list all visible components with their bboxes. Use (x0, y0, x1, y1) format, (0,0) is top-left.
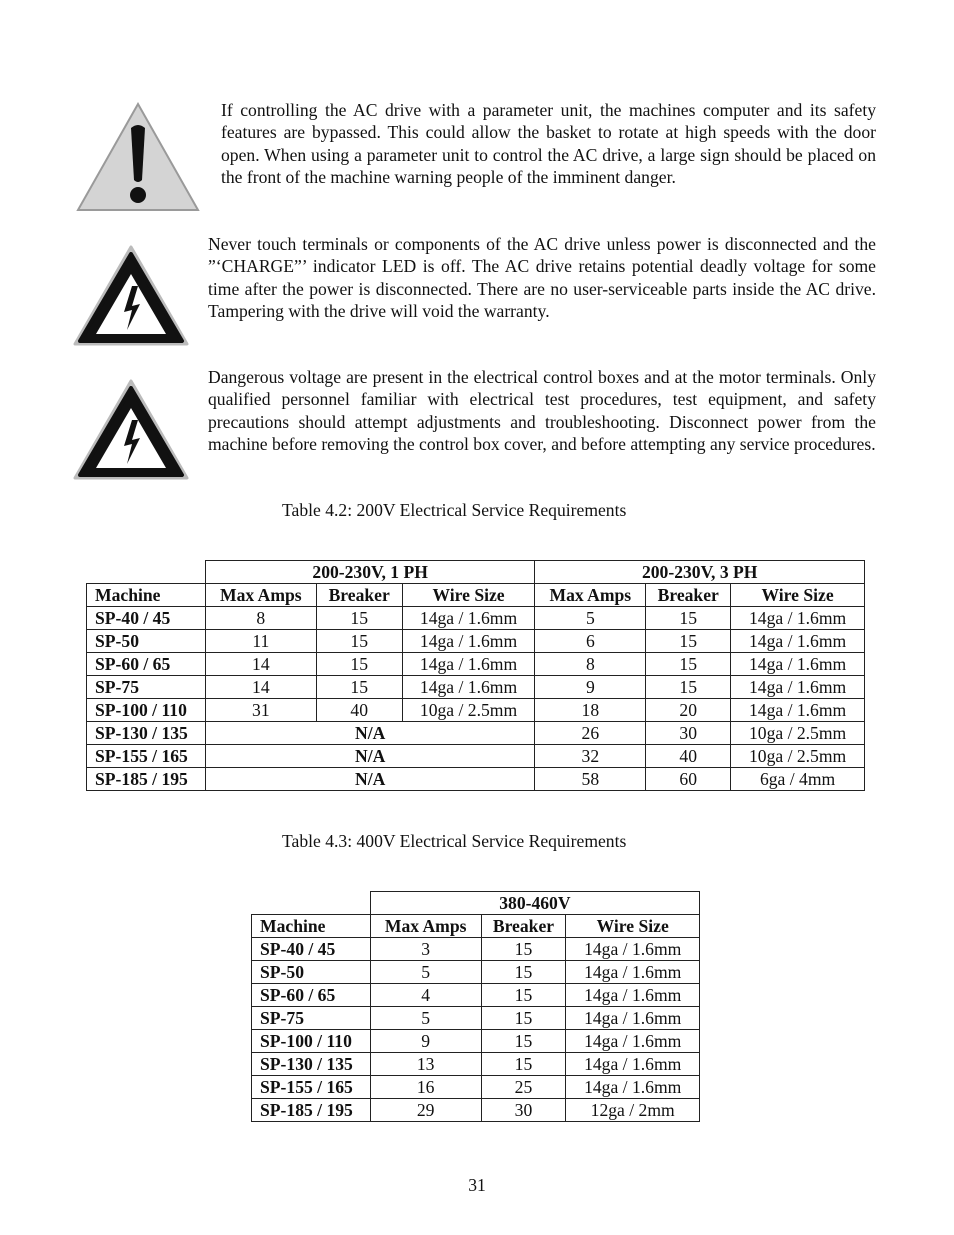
table-row (252, 1030, 700, 1053)
table-cell: 14ga / 1.6mm (566, 1030, 700, 1053)
table-row (87, 653, 865, 676)
table-cell: 15 (481, 1030, 566, 1053)
machine-cell: SP-50 (87, 630, 206, 653)
table-cell: 14 (205, 653, 316, 676)
table-row (252, 938, 700, 961)
column-header: Wire Size (731, 584, 865, 607)
column-header: Max Amps (205, 584, 316, 607)
table-row (252, 1007, 700, 1030)
group-header-3ph: 200-230V, 3 PH (535, 561, 865, 584)
table-cell: 14ga / 1.6mm (731, 676, 865, 699)
table-row (252, 1099, 700, 1122)
na-cell: N/A (205, 722, 535, 745)
table-cell: 10ga / 2.5mm (731, 745, 865, 768)
table-row (252, 961, 700, 984)
table-cell: 14ga / 1.6mm (731, 653, 865, 676)
table-group-header-row (252, 892, 700, 915)
na-cell: N/A (205, 745, 535, 768)
table-cell: 14ga / 1.6mm (566, 961, 700, 984)
table-header-row (252, 915, 700, 938)
table-cell: 11 (205, 630, 316, 653)
table-cell: 20 (646, 699, 731, 722)
machine-cell: SP-185 / 195 (252, 1099, 371, 1122)
table-row (87, 745, 865, 768)
table-cell: 14ga / 1.6mm (731, 630, 865, 653)
machine-cell: SP-100 / 110 (87, 699, 206, 722)
table-cell: 14ga / 1.6mm (402, 676, 535, 699)
table-cell: 14 (205, 676, 316, 699)
group-header-380-460v: 380-460V (370, 892, 699, 915)
na-cell: N/A (205, 768, 535, 791)
table-cell: 15 (646, 630, 731, 653)
table-cell: 30 (646, 722, 731, 745)
table-cell: 8 (205, 607, 316, 630)
table-cell: 30 (481, 1099, 566, 1122)
table-cell: 14ga / 1.6mm (731, 607, 865, 630)
table-cell: 10ga / 2.5mm (731, 722, 865, 745)
table-cell: 15 (316, 607, 402, 630)
table-cell: 15 (481, 1053, 566, 1076)
table-row (87, 630, 865, 653)
column-header: Machine (87, 584, 206, 607)
machine-cell: SP-40 / 45 (87, 607, 206, 630)
column-header: Machine (252, 915, 371, 938)
table-cell: 10ga / 2.5mm (402, 699, 535, 722)
column-header: Wire Size (566, 915, 700, 938)
table-row (87, 607, 865, 630)
table-cell: 14ga / 1.6mm (566, 938, 700, 961)
table-cell: 15 (481, 961, 566, 984)
table-cell: 14ga / 1.6mm (402, 607, 535, 630)
table-caption: Table 4.2: 200V Electrical Service Requirements (282, 500, 627, 520)
table-cell: 40 (316, 699, 402, 722)
table-cell: 15 (481, 938, 566, 961)
electrical-table-200v (86, 560, 865, 791)
table-cell: 18 (535, 699, 646, 722)
table-cell: 31 (205, 699, 316, 722)
page-number: 31 (468, 1175, 486, 1195)
warning-text-2: Never touch terminals or components of the AC drive unless power is disconnected and the ”‘CHARGE”’ indicator LED is off. The AC drive retains potential deadly voltage for some time after the power is disconnected. There are no user-serviceable parts inside the AC drive. Tampering with the drive will void the warranty. (208, 234, 876, 322)
table-cell: 3 (370, 938, 481, 961)
table-header-row (87, 584, 865, 607)
machine-cell: SP-185 / 195 (87, 768, 206, 791)
table-cell: 60 (646, 768, 731, 791)
table-row (87, 722, 865, 745)
table-cell: 14ga / 1.6mm (566, 984, 700, 1007)
table-cell: 5 (370, 961, 481, 984)
machine-cell: SP-50 (252, 961, 371, 984)
table-cell: 15 (481, 1007, 566, 1030)
column-header: Breaker (481, 915, 566, 938)
table-cell: 15 (646, 607, 731, 630)
table-row (87, 699, 865, 722)
machine-cell: SP-130 / 135 (252, 1053, 371, 1076)
table-row (252, 1076, 700, 1099)
table-cell: 58 (535, 768, 646, 791)
table-group-header-row (87, 561, 865, 584)
machine-cell: SP-75 (252, 1007, 371, 1030)
table-cell: 16 (370, 1076, 481, 1099)
machine-cell: SP-100 / 110 (252, 1030, 371, 1053)
machine-cell: SP-130 / 135 (87, 722, 206, 745)
table-cell: 14ga / 1.6mm (566, 1053, 700, 1076)
table-cell: 15 (316, 630, 402, 653)
table-cell: 15 (646, 676, 731, 699)
table-cell: 15 (316, 676, 402, 699)
table-cell: 40 (646, 745, 731, 768)
machine-cell: SP-75 (87, 676, 206, 699)
machine-cell: SP-40 / 45 (252, 938, 371, 961)
table-cell: 25 (481, 1076, 566, 1099)
table-cell: 26 (535, 722, 646, 745)
table-caption: Table 4.3: 400V Electrical Service Requirements (282, 831, 627, 851)
high-voltage-icon (72, 244, 190, 348)
electrical-table-400v (251, 891, 700, 1122)
table-cell: 29 (370, 1099, 481, 1122)
machine-cell: SP-60 / 65 (87, 653, 206, 676)
table-cell: 5 (370, 1007, 481, 1030)
table-cell: 12ga / 2mm (566, 1099, 700, 1122)
table-cell: 15 (646, 653, 731, 676)
table-cell: 8 (535, 653, 646, 676)
machine-cell: SP-155 / 165 (252, 1076, 371, 1099)
table-cell: 14ga / 1.6mm (402, 630, 535, 653)
table-cell: 13 (370, 1053, 481, 1076)
column-header: Max Amps (535, 584, 646, 607)
table-blank-cell (87, 561, 206, 584)
machine-cell: SP-155 / 165 (87, 745, 206, 768)
table-cell: 14ga / 1.6mm (566, 1007, 700, 1030)
group-header-1ph: 200-230V, 1 PH (205, 561, 535, 584)
table-cell: 14ga / 1.6mm (402, 653, 535, 676)
table-cell: 6 (535, 630, 646, 653)
table-cell: 15 (316, 653, 402, 676)
table-cell: 14ga / 1.6mm (731, 699, 865, 722)
warning-text-3: Dangerous voltage are present in the electrical control boxes and at the motor terminals. Only qualified personnel familiar with electrical test procedures, test equipment, and safety precautions should attempt adjustments and troubleshooting. Disconnect power from the machine before removing the control box cover, and before attempting any service procedures. (208, 367, 876, 455)
table-blank-cell (252, 892, 371, 915)
column-header: Breaker (316, 584, 402, 607)
table-cell: 14ga / 1.6mm (566, 1076, 700, 1099)
table-cell: 9 (370, 1030, 481, 1053)
exclamation-warning-icon (76, 102, 200, 212)
machine-cell: SP-60 / 65 (252, 984, 371, 1007)
table-row (252, 1053, 700, 1076)
table-row (87, 768, 865, 791)
column-header: Max Amps (370, 915, 481, 938)
table-cell: 4 (370, 984, 481, 1007)
table-cell: 5 (535, 607, 646, 630)
table-cell: 32 (535, 745, 646, 768)
warning-text-1: If controlling the AC drive with a parameter unit, the machines computer and its safety features are bypassed. This could allow the basket to rotate at high speeds with the door open. When using a parameter unit to control the AC drive, a large sign should be placed on the front of the machine warning people of the imminent danger. (221, 100, 876, 188)
table-cell: 15 (481, 984, 566, 1007)
table-row (87, 676, 865, 699)
table-cell: 9 (535, 676, 646, 699)
column-header: Wire Size (402, 584, 535, 607)
table-row (252, 984, 700, 1007)
high-voltage-icon (72, 378, 190, 482)
table-cell: 6ga / 4mm (731, 768, 865, 791)
column-header: Breaker (646, 584, 731, 607)
